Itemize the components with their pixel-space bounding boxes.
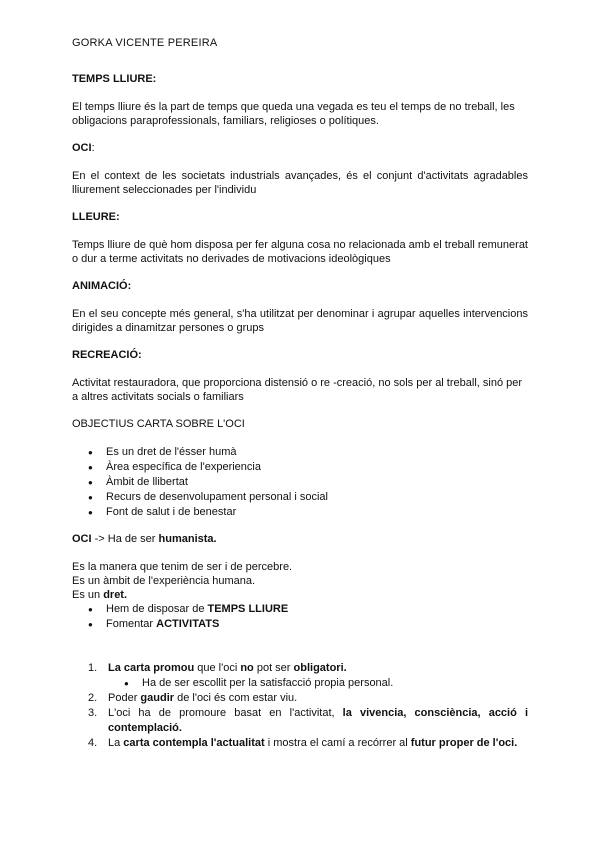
- heading-oci-word: OCI: [72, 142, 92, 154]
- list-item: ● Ha de ser escollit per la satisfacció propia personal.: [72, 676, 528, 691]
- paragraph-line: Es la manera que tenim de ser i de percebre.: [72, 561, 293, 573]
- bold-text: La carta promou: [108, 662, 195, 674]
- heading-animacio: ANIMACIÓ:: [72, 280, 132, 292]
- heading-oci: [72, 141, 528, 155]
- definition-temps-lliure: El temps lliure és la part de temps que queda una vegada es teu el temps de no treball, les obligacions paraprofessionals, familiars, religioses o polítiques.: [72, 101, 515, 127]
- list-item: ● Recurs de desenvolupament personal i social: [72, 490, 528, 505]
- item-number: 2.: [88, 692, 98, 704]
- text: i mostra el camí a recórrer al: [264, 737, 411, 749]
- bold-text: obligatori.: [293, 662, 347, 674]
- text: L'oci ha de promoure basat en l'activitat,: [108, 707, 343, 719]
- definition-recreacio: Activitat restauradora, que proporciona distensió o re -creació, no sols per al treball, sinó per a altres activitats socials o familiars: [72, 377, 523, 403]
- heading-temps-lliure: TEMPS LLIURE:: [72, 73, 157, 85]
- objectives-list: [72, 445, 528, 520]
- document-page: [72, 36, 528, 751]
- list-item: [72, 617, 528, 632]
- list-item: ● Es un dret de l'ésser humà: [72, 445, 528, 460]
- list-item-text: Fomentar: [106, 618, 157, 630]
- numbered-list: [72, 661, 528, 751]
- definition-oci: En el context de les societats industrials avançades, és el conjunt d'activitats agradables lliurement seleccionades per l'individu: [72, 170, 528, 196]
- bold-text: futur proper de l'oci.: [410, 737, 518, 749]
- item-number: 4.: [88, 737, 98, 749]
- oci-arrow-text: -> Ha de ser: [91, 533, 159, 545]
- heading-oci-colon: :: [91, 142, 95, 154]
- objectives-title: OBJECTIUS CARTA SOBRE L'OCI: [72, 418, 245, 430]
- bold-text: gaudir: [140, 692, 175, 704]
- humanista-label: humanista.: [158, 533, 217, 545]
- numbered-item-3: [72, 706, 528, 736]
- list-item: ● Àmbit de llibertat: [72, 475, 528, 490]
- text: que l'oci: [194, 662, 241, 674]
- text: pot ser: [253, 662, 294, 674]
- author-name: GORKA VICENTE PEREIRA: [72, 37, 218, 49]
- bold-text: la vivencia, consciència, acció i contemplació.: [108, 707, 528, 734]
- list-item-text: Hem de disposar de: [106, 603, 208, 615]
- item-number: 1.: [88, 662, 98, 674]
- dret-prefix: Es un: [72, 589, 104, 601]
- item-number: 3.: [88, 707, 98, 719]
- text: Poder: [108, 692, 141, 704]
- bold-text: no: [240, 662, 254, 674]
- bold-text: carta contempla l'actualitat: [123, 737, 265, 749]
- list-item: ● Font de salut i de benestar: [72, 505, 528, 520]
- oci-label: OCI: [72, 533, 92, 545]
- oci-humanista-line: [72, 532, 528, 546]
- list-item: ● Àrea específica de l'experiencia: [72, 460, 528, 475]
- list-item: [72, 602, 528, 617]
- definition-lleure: Temps lliure de què hom disposa per fer alguna cosa no relacionada amb el treball remunerat o dur a terme activitats no derivades de motivacions ideològiques: [72, 239, 528, 265]
- list-item-bold: ACTIVITATS: [156, 618, 220, 630]
- dret-bold: dret.: [103, 589, 128, 601]
- text: de l'oci és com estar viu.: [174, 692, 298, 704]
- dret-list: [72, 602, 528, 632]
- heading-lleure: LLEURE:: [72, 211, 120, 223]
- heading-recreacio: RECREACIÓ:: [72, 349, 142, 361]
- numbered-item-4: [72, 736, 528, 751]
- numbered-sublist: [72, 676, 528, 691]
- definition-animacio: En el seu concepte més general, s'ha utilitzat per denominar i agrupar aquelles intervencions dirigides a dinamitzar persones o grups: [72, 308, 528, 334]
- numbered-item-2: [72, 691, 528, 706]
- list-item-bold: TEMPS LLIURE: [207, 603, 289, 615]
- text: La: [108, 737, 124, 749]
- numbered-item-1: [72, 661, 528, 691]
- paragraph-line: Es un àmbit de l'experiència humana.: [72, 575, 256, 587]
- dret-line: [72, 588, 528, 602]
